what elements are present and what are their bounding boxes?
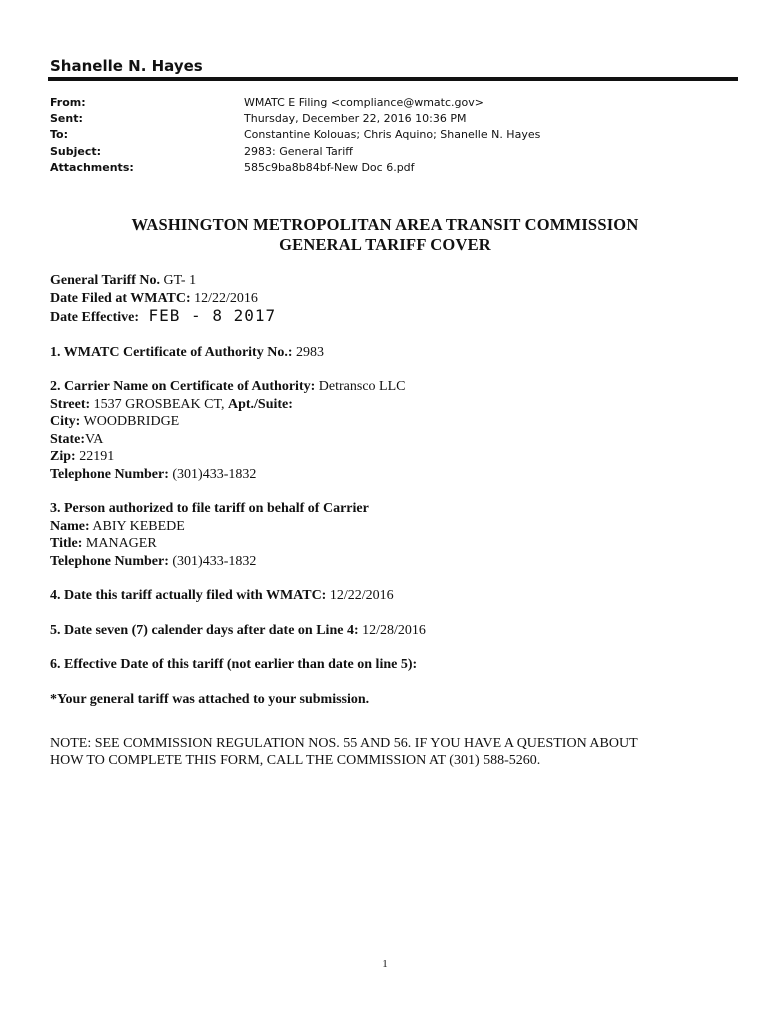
date-filed-line — [50, 290, 740, 308]
note-line-1: NOTE: SEE COMMISSION REGULATION NOS. 55 AND 56. IF YOU HAVE A QUESTION ABOUT — [50, 736, 638, 751]
email-from-row — [50, 95, 710, 111]
commission-note — [50, 736, 740, 769]
title-line-1: WASHINGTON METROPOLITAN AREA TRANSIT COMMISSION — [131, 215, 639, 234]
section-1-label: 1. WMATC Certificate of Authority No.: — [50, 344, 293, 360]
subject-label: Subject: — [50, 144, 102, 158]
certificate-number: 2983 — [295, 344, 324, 360]
section-4-label: 4. Date this tariff actually filed with WMATC: — [50, 588, 327, 603]
sent-label: Sent: — [50, 112, 83, 126]
tariff-form-body — [50, 272, 740, 708]
email-attachments-row — [50, 160, 710, 176]
zip-label: Zip: — [50, 449, 76, 464]
zip-value: 22191 — [79, 449, 115, 464]
person-telephone-label: Telephone Number: — [50, 553, 169, 569]
carrier-telephone-label: Telephone Number: — [50, 466, 169, 482]
section-1-line — [50, 344, 740, 362]
person-telephone-value: (301)433-1832 — [172, 553, 257, 569]
state-line — [50, 431, 740, 449]
carrier-telephone-line — [50, 466, 740, 484]
tariff-number-value: GT- 1 — [163, 273, 197, 288]
state-value: VA — [85, 431, 104, 447]
street-value: 1537 GROSBEAK CT, — [93, 396, 225, 412]
tariff-number-line — [50, 272, 740, 290]
zip-line — [50, 448, 740, 466]
street-label: Street: — [50, 396, 91, 412]
attached-notice: *Your general tariff was attached to your submission. — [50, 691, 370, 707]
section-5-line — [50, 622, 740, 640]
section-5-value: 12/28/2016 — [362, 622, 426, 638]
person-title-line — [50, 535, 740, 553]
to-value: Constantine Kolouas; Chris Aquino; Shanelle N. Hayes — [244, 128, 541, 142]
section-2-line — [50, 378, 740, 396]
person-telephone-line — [50, 553, 740, 571]
city-label: City: — [50, 414, 81, 429]
email-sent-row — [50, 111, 710, 127]
date-effective-line — [50, 307, 740, 327]
attachments-label: Attachments: — [50, 160, 134, 174]
date-filed-label: Date Filed at WMATC: — [50, 290, 191, 306]
apt-suite-label: Apt./Suite: — [227, 396, 293, 412]
to-label: To: — [50, 128, 68, 142]
person-title-label: Title: — [50, 536, 83, 551]
section-4-value: 12/22/2016 — [329, 588, 394, 603]
sent-value: Thursday, December 22, 2016 10:36 PM — [244, 112, 467, 126]
city-value: WOODBRIDGE — [83, 414, 180, 429]
from-label: From: — [50, 96, 86, 109]
section-5-label: 5. Date seven (7) calender days after date on Line 4: — [50, 622, 359, 638]
person-name-value: ABIY KEBEDE — [92, 518, 185, 534]
city-line — [50, 413, 740, 431]
email-header — [50, 95, 710, 176]
subject-value: 2983: General Tariff — [244, 144, 353, 158]
date-effective-label: Date Effective: — [50, 310, 140, 325]
from-value: WMATC E Filing <compliance@wmatc.gov> — [244, 96, 484, 109]
section-4-line — [50, 587, 740, 605]
title-line-2: GENERAL TARIFF COVER — [279, 235, 491, 254]
state-label: State: — [50, 431, 85, 447]
carrier-telephone-value: (301)433-1832 — [172, 466, 257, 482]
section-2-label: 2. Carrier Name on Certificate of Authority: — [50, 379, 316, 394]
tariff-number-label: General Tariff No. — [50, 273, 161, 288]
email-owner-name: Shanelle N. Hayes — [50, 57, 203, 75]
email-subject-row — [50, 144, 710, 160]
note-line-2: HOW TO COMPLETE THIS FORM, CALL THE COMMISSION AT (301) 588-5260. — [50, 752, 541, 768]
attachment-filename: 585c9ba8b84bf-New Doc 6.pdf — [244, 160, 415, 174]
date-filed-value: 12/22/2016 — [194, 290, 258, 306]
section-6-line: 6. Effective Date of this tariff (not earlier than date on line 5): — [50, 657, 418, 672]
page-number: 1 — [382, 958, 388, 970]
email-to-row — [50, 127, 710, 143]
date-effective-stamp: FEB - 8 2017 — [148, 306, 277, 325]
section-3-heading: 3. Person authorized to file tariff on behalf of Carrier — [50, 501, 369, 516]
person-name-label: Name: — [50, 518, 90, 534]
person-name-line — [50, 518, 740, 536]
street-line — [50, 396, 740, 414]
person-title-value: MANAGER — [85, 536, 157, 551]
header-divider — [48, 77, 738, 81]
document-title — [0, 215, 770, 255]
carrier-name: Detransco LLC — [318, 379, 406, 394]
